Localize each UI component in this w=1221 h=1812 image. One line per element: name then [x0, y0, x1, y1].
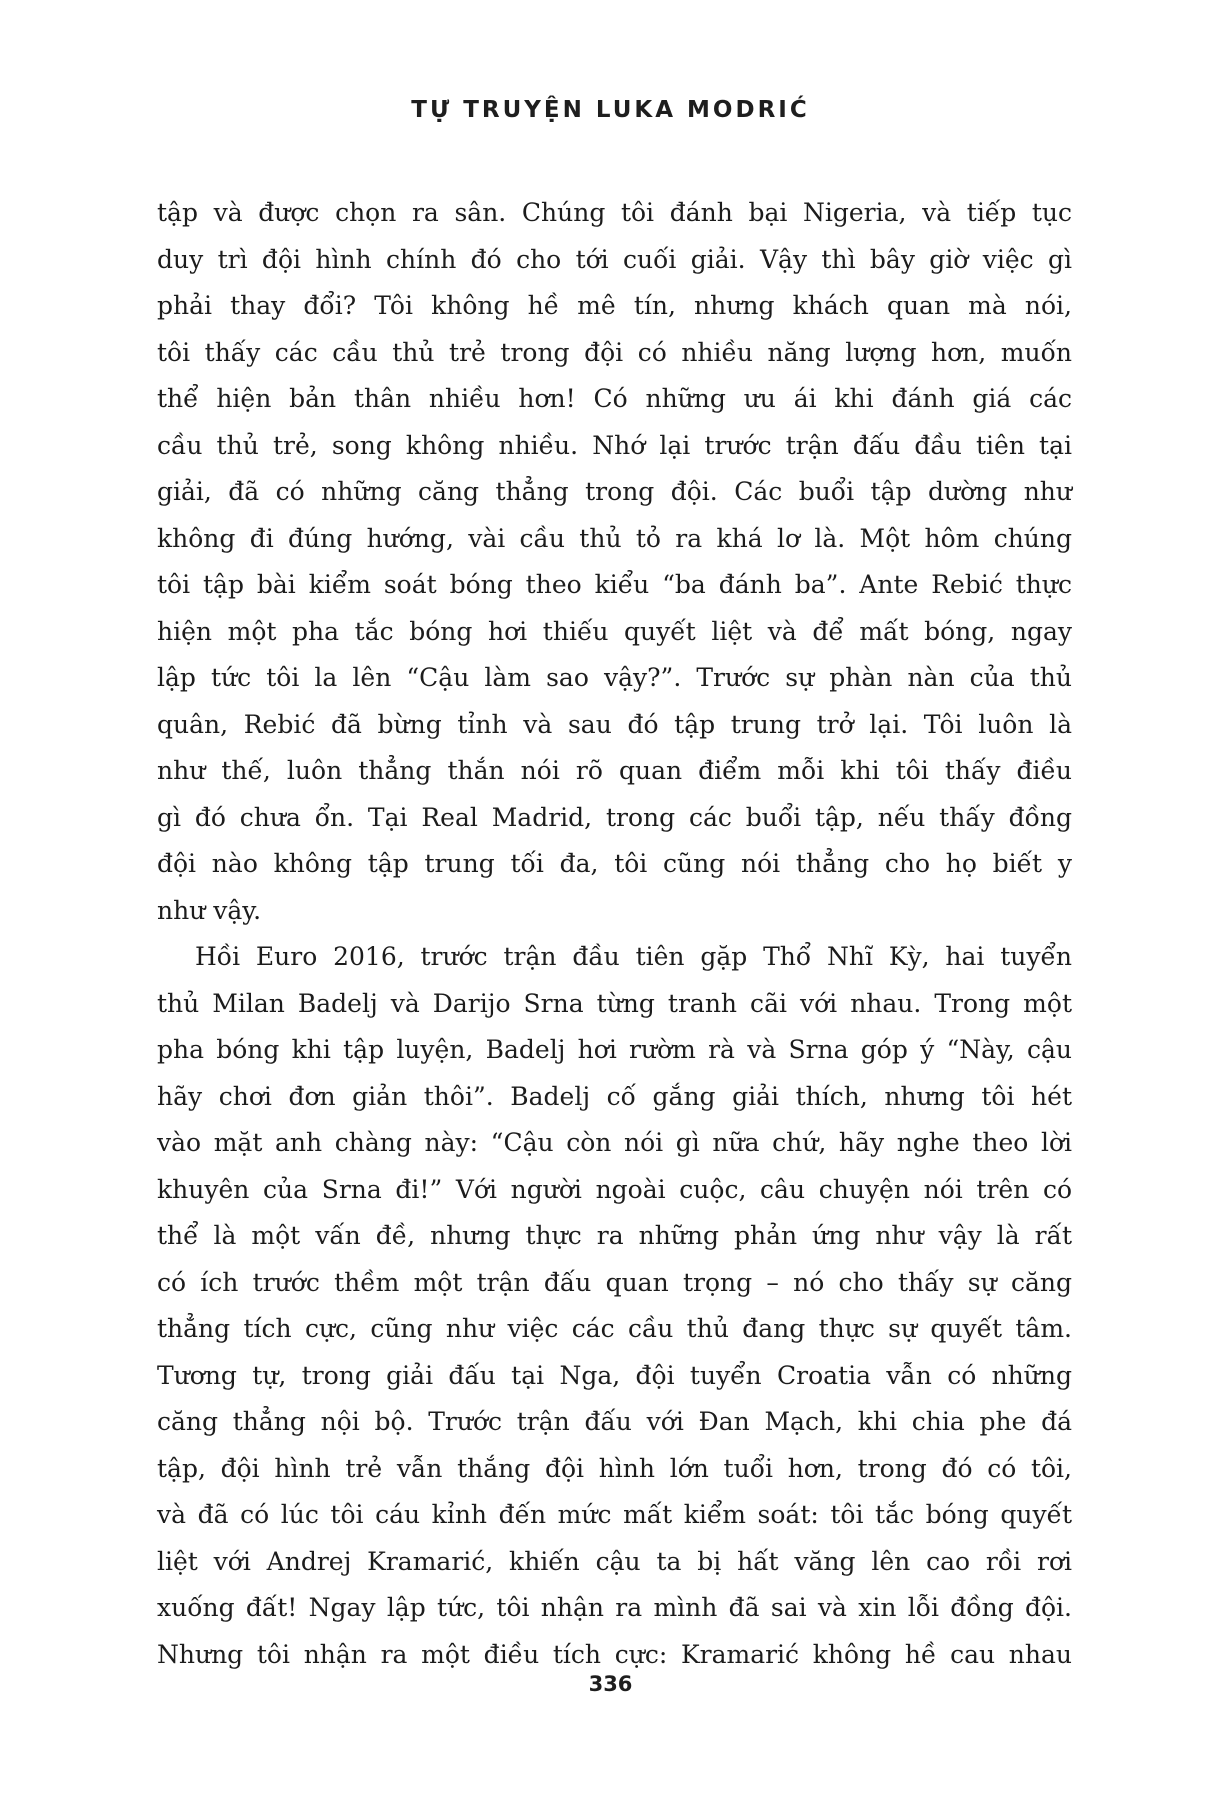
- text-line: giải, đã có những căng thẳng trong đội. Các buổi tập dường như: [157, 477, 1072, 506]
- text-line: vào mặt anh chàng này: “Cậu còn nói gì nữa chứ, hãy nghe theo lời: [157, 1128, 1072, 1157]
- text-line: tập và được chọn ra sân. Chúng tôi đánh bại Nigeria, và tiếp tục: [157, 198, 1072, 227]
- page-number: 336: [588, 1672, 633, 1696]
- text-line: không đi đúng hướng, vài cầu thủ tỏ ra khá lơ là. Một hôm chúng: [157, 523, 1072, 553]
- text-line: có ích trước thềm một trận đấu quan trọng – nó cho thấy sự căng: [157, 1267, 1072, 1297]
- text-line: duy trì đội hình chính đó cho tới cuối giải. Vậy thì bây giờ việc gì: [157, 244, 1072, 274]
- text-line: Tương tự, trong giải đấu tại Nga, đội tuyển Croatia vẫn có những: [157, 1360, 1072, 1390]
- paragraph-2: [157, 934, 1072, 1678]
- text-line: Nhưng tôi nhận ra một điều tích cực: Kramarić không hề cau nhau: [157, 1639, 1072, 1669]
- text-line: tập, đội hình trẻ vẫn thắng đội hình lớn tuổi hơn, trong đó có tôi,: [157, 1453, 1072, 1483]
- text-line: lập tức tôi la lên “Cậu làm sao vậy?”. Trước sự phàn nàn của thủ: [157, 663, 1072, 692]
- text-line: xuống đất! Ngay lập tức, tôi nhận ra mình đã sai và xin lỗi đồng đội.: [157, 1593, 1072, 1622]
- paragraph-1: [157, 190, 1072, 934]
- text-line: khuyên của Srna đi!” Với người ngoài cuộc, câu chuyện nói trên có: [157, 1174, 1072, 1204]
- text-line: Hồi Euro 2016, trước trận đầu tiên gặp Thổ Nhĩ Kỳ, hai tuyển: [195, 942, 1072, 971]
- text-line: hãy chơi đơn giản thôi”. Badelj cố gắng giải thích, nhưng tôi hét: [157, 1081, 1072, 1111]
- text-line: thể là một vấn đề, nhưng thực ra những phản ứng như vậy là rất: [157, 1221, 1072, 1250]
- text-line: đội nào không tập trung tối đa, tôi cũng nói thẳng cho họ biết y: [157, 849, 1072, 878]
- text-line: tôi thấy các cầu thủ trẻ trong đội có nhiều năng lượng hơn, muốn: [157, 337, 1072, 367]
- text-line: tôi tập bài kiểm soát bóng theo kiểu “ba đánh ba”. Ante Rebić thực: [157, 570, 1072, 599]
- text-line: gì đó chưa ổn. Tại Real Madrid, trong các buổi tập, nếu thấy đồng: [157, 802, 1072, 832]
- text-line: pha bóng khi tập luyện, Badelj hơi rườm rà và Srna góp ý “Này, cậu: [157, 1035, 1072, 1064]
- text-line: căng thẳng nội bộ. Trước trận đấu với Đan Mạch, khi chia phe đá: [157, 1407, 1072, 1436]
- text-line: liệt với Andrej Kramarić, khiến cậu ta bị hất văng lên cao rồi rơi: [157, 1546, 1072, 1576]
- text-line: thủ Milan Badelj và Darijo Srna từng tranh cãi với nhau. Trong một: [157, 988, 1072, 1018]
- text-line: thể hiện bản thân nhiều hơn! Có những ưu ái khi đánh giá các: [157, 384, 1072, 413]
- text-line: cầu thủ trẻ, song không nhiều. Nhớ lại trước trận đấu đầu tiên tại: [157, 430, 1072, 460]
- text-line: như vậy.: [157, 895, 262, 925]
- text-line: phải thay đổi? Tôi không hề mê tín, nhưng khách quan mà nói,: [157, 291, 1072, 320]
- text-line: hiện một pha tắc bóng hơi thiếu quyết liệt và để mất bóng, ngay: [157, 616, 1072, 646]
- text-line: và đã có lúc tôi cáu kỉnh đến mức mất kiểm soát: tôi tắc bóng quyết: [157, 1500, 1072, 1529]
- text-line: quân, Rebić đã bừng tỉnh và sau đó tập trung trở lại. Tôi luôn là: [157, 709, 1072, 739]
- running-header: TỰ TRUYỆN LUKA MODRIĆ: [411, 97, 810, 123]
- body-text: [157, 190, 1072, 1678]
- text-line: như thế, luôn thẳng thắn nói rõ quan điểm mỗi khi tôi thấy điều: [157, 756, 1072, 785]
- text-line: thẳng tích cực, cũng như việc các cầu thủ đang thực sự quyết tâm.: [157, 1314, 1072, 1343]
